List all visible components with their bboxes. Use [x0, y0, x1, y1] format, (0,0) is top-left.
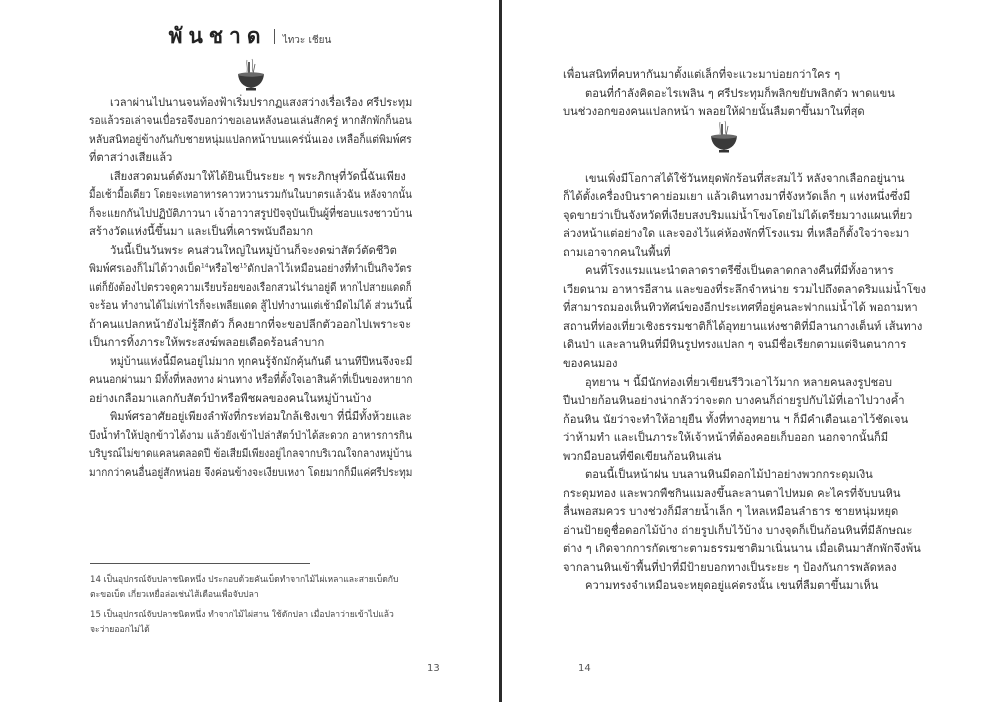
- footnote-ref: 14: [200, 261, 209, 270]
- text-line: ล่วงหน้าแต่อย่างใด และจองไว้แค่ห้องพักที่โรงแรม ที่เหลือก็ตั้งใจว่าจะมา: [563, 227, 910, 240]
- text-line: ลื่นพอสมควร บางช่วงก็มีสายน้ำเล็ก ๆ ไหลเหมือนลำธาร ชายหนุ่มหยุด: [563, 505, 899, 518]
- footnote: จะว่ายออกไม่ได้: [90, 625, 150, 635]
- footnote: ตะขอเบ็ด เกี่ยวเหยื่อล่อเช่นไส้เดือนเพื่อจับปลา: [90, 590, 259, 600]
- text-line: ก้อนหิน นัยว่าจะทำให้อายุยืน ทั้งที่ทางอุทยาน ฯ ก็มีคำเตือนเอาไว้ชัดเจน: [563, 413, 909, 426]
- text-line: ก็จะแยกกันไปปฏิบัติภาวนา เจ้าอาวาสรูปปัจจุบันเป็นผู้ที่ชอบแรงชาวบ้าน: [89, 207, 413, 220]
- text-line: อุทยาน ฯ นี้มีนักท่องเที่ยวเขียนรีวิวเอาไว้มาก หลายคนลงรูปชอบ: [585, 376, 893, 389]
- text-line: เป็นการทิ้งภาระให้พระสงฆ์พลอยเดือดร้อนลำบาก: [89, 336, 325, 349]
- text-line: ว่าห้ามทำ และเป็นภาระให้เจ้าหน้าที่ต้องคอยเก็บออก นอกจากนั้นก็มี: [563, 431, 889, 444]
- text-line: จากลานหินเข้าพื้นที่ป่าที่มีป้ายบอกทางเป็นระยะ ๆ ป้องกันการพลัดหลง: [563, 561, 897, 574]
- bowl-ornament-icon: [709, 120, 739, 154]
- page-number: 13: [427, 663, 440, 674]
- text-line: เพื่อนสนิทที่คบหากันมาตั้งแต่เล็กที่จะแวะมาบ่อยกว่าใคร ๆ: [563, 68, 841, 81]
- footnote: 15 เป็นอุปกรณ์จับปลาชนิดหนึ่ง ทำจากไม้ไผ่สาน ใช้ดักปลา เมื่อปลาว่ายเข้าไปแล้ว: [90, 610, 394, 620]
- text-line: หลับสนิทอยู่ข้างกันกับชายหนุ่มแปลกหน้าบนแคร่นั่นเอง เหลือก็แต่พิมพ์ศร: [89, 133, 412, 146]
- text-line: พวกมือบอนที่ขีดเขียนก้อนหินเล่น: [563, 450, 722, 463]
- text-line: สร้างวัดแห่งนี้ขึ้นมา และเป็นที่เคารพนับถือมาก: [89, 225, 314, 238]
- text-line: พิมพ์ศรอาศัยอยู่เพียงลำพังที่กระท่อมใกล้เชิงเขา ที่นี่มีทั้งห้วยและ: [110, 410, 412, 423]
- text-line: ก็ได้ตั้งเครื่องบินราคาย่อมเยา แล้วเดินทางมาที่จังหวัดเล็ก ๆ แห่งหนึ่งซึ่งมี: [563, 190, 911, 203]
- text-line: มากกว่าคนอื่นอยู่สักหน่อย จึงค่อนข้างจะเงียบเหงา โดยมากก็มีแค่ศรีประทุม: [89, 466, 413, 479]
- text-line-with-footnote-refs: [89, 262, 412, 276]
- text-line: ปีนป่ายก้อนหินอย่างน่ากลัวว่าจะตก บางคนก็ถ่ายรูปกับไม้ที่เอาไปวางค้ำ: [563, 394, 905, 407]
- text-line: ความทรงจำเหมือนจะหยุดอยู่แค่ตรงนั้น เขนที่ลืมตาขึ้นมาเห็น: [585, 579, 879, 592]
- text-line: รอแล้วรอเล่าจนเบื่อรอจึงบอกว่าขอเอนหลังนอนเล่นสักครู่ หากสักพักก็นอน: [89, 114, 412, 127]
- text-line: เวียดนาม อาหารอีสาน และของที่ระลึกจำหน่าย รวมไปถึงตลาดริมแม่น้ำโขง: [563, 283, 926, 296]
- text-line: บึงน้ำทำให้ปลูกข้าวได้งาม แล้วยังเข้าไปล่าสัตว์ป่าได้สะดวก อาหารการกิน: [89, 429, 413, 442]
- text-line: เวลาผ่านไปนานจนท้องฟ้าเริ่มปรากฏแสงสว่างเรื่อเรือง ศรีประทุม: [110, 96, 413, 109]
- text-line: คนนอกผ่านมา มีทั้งที่หลงทาง ผ่านทาง หรือที่ตั้งใจเอาสินค้าที่เป็นของหายาก: [89, 373, 413, 386]
- book-title: พันชาด: [168, 23, 267, 48]
- text-line: บริบูรณ์ไม่ขาดแคลนตลอดปี ข้อเสียมีเพียงอยู่ไกลจากบริเวณใจกลางหมู่บ้าน: [89, 447, 412, 460]
- text-line: แต่ก็ยังต้องไปตรวจดูความเรียบร้อยของเรือกสวนไร่นาอยู่ดี หากไปสายแดดก็: [89, 281, 412, 294]
- text-line: จุดขายว่าเป็นจังหวัดที่เงียบสงบริมแม่น้ำโขงโดยไม่ได้เตรียมวางแผนเที่ยว: [563, 209, 913, 222]
- text-line: ที่ตาสว่างเสียแล้ว: [89, 151, 173, 164]
- text-line: อย่างเกลือมาแลกกับสัตว์ป่าหรือพืชผลของคนในหมู่บ้านบ้าง: [89, 392, 372, 405]
- text-line: บนช่วงอกของคนแปลกหน้า พลอยให้ฝ่ายนั้นลืมตาขึ้นมาในที่สุด: [563, 105, 865, 118]
- header-divider: [274, 29, 275, 44]
- text-line: มื้อเช้ามื้อเดียว โดยจะเทอาหารคาวหวานรวมกันในบาตรแล้วฉัน หลังจากนั้น: [89, 188, 412, 201]
- text-line: ของคนมอง: [563, 357, 618, 370]
- text-line: ถามเอาจากคนในพื้นที่: [563, 246, 671, 259]
- text-line: หมู่บ้านแห่งนี้มีคนอยู่ไม่มาก ทุกคนรู้จักมักคุ้นกันดี นานทีปีหนจึงจะมี: [110, 355, 413, 368]
- text-line: สถานที่ท่องเที่ยวเชิงธรรมชาติก็ได้อุทยานแห่งชาติที่มีลานกางเต็นท์ เส้นทาง: [563, 320, 923, 333]
- bowl-ornament-icon: [236, 58, 266, 92]
- running-header: [0, 20, 500, 53]
- text-segment: ดักปลาไว้เหมือนอย่างที่ทำเป็นกิจวัตร: [247, 262, 412, 275]
- book-author: ไทวะ เชียน: [282, 35, 332, 46]
- text-line: จะร้อน ทำงานได้ไม่เท่าไรก็จะเพลียแดด สู้ไปทำงานแต่เช้ามืดไม่ได้ ส่วนวันนี้: [89, 299, 413, 312]
- text-line: ตอนที่กำลังคิดอะไรเพลิน ๆ ศรีประทุมก็พลิกขยับพลิกตัว พาดแขน: [585, 87, 895, 100]
- text-line: กระดุมทอง และพวกพืชกินแมลงขึ้นละลานตาไปหมด คะไครที่จับบนหิน: [563, 487, 901, 500]
- footnote-divider: [90, 563, 310, 564]
- text-line: อ่านป้ายดูชื่อดอกไม้บ้าง ถ่ายรูปเก็บไว้บ้าง บางจุดก็เป็นก้อนหินที่มีลักษณะ: [563, 524, 913, 537]
- text-line: ที่สามารถมองเห็นทิวทัศน์ของอีกประเทศที่อยู่คนละฟากแม่น้ำได้ พอถามหา: [563, 301, 918, 314]
- text-line: ถ้าคนแปลกหน้ายังไม่รู้สึกตัว ก็คงยากที่จะขอปลีกตัวออกไปเพราะจะ: [89, 318, 412, 331]
- page-number: 14: [578, 663, 591, 674]
- text-line: เขนเพิ่งมีโอกาสได้ใช้วันหยุดพักร้อนที่สะสมไว้ หลังจากเลือกอยู่นาน: [585, 172, 905, 185]
- text-line: วันนี้เป็นวันพระ คนส่วนใหญ่ในหมู่บ้านก็จะงดฆ่าสัตว์ตัดชีวิต: [110, 244, 397, 257]
- text-line: เสียงสวดมนต์ดังมาให้ได้ยินเป็นระยะ ๆ พระภิกษุที่วัดนี้ฉันเพียง: [110, 170, 406, 183]
- right-page: [502, 0, 1000, 702]
- footnote: 14 เป็นอุปกรณ์จับปลาชนิดหนึ่ง ประกอบด้วยคันเบ็ดทำจากไม้ไผ่เหลาและสายเบ็ดกับ: [90, 575, 399, 585]
- text-line: คนที่โรงแรมแนะนำตลาดราตรีซึ่งเป็นตลาดกลางคืนที่มีทั้งอาหาร: [585, 264, 894, 277]
- footnote-ref: 15: [239, 261, 248, 270]
- text-segment: พิมพ์ศรเองก็ไม่ได้วางเบ็ด: [89, 262, 201, 275]
- text-line: ตอนนี้เป็นหน้าฝน บนลานหินมีดอกไม้ป่าอย่างพวกกระดุมเงิน: [585, 468, 873, 481]
- text-line: ต่าง ๆ เกิดจากการกัดเซาะตามธรรมชาติมาเนิ่นนาน เมื่อเดินมาสักพักจึงพ้น: [563, 542, 921, 555]
- text-line: เดินป่า และลานหินที่มีหินรูปทรงแปลก ๆ จนมีชื่อเรียกตามแต่จินตนาการ: [563, 338, 907, 351]
- text-segment: หรือไซ: [208, 262, 240, 275]
